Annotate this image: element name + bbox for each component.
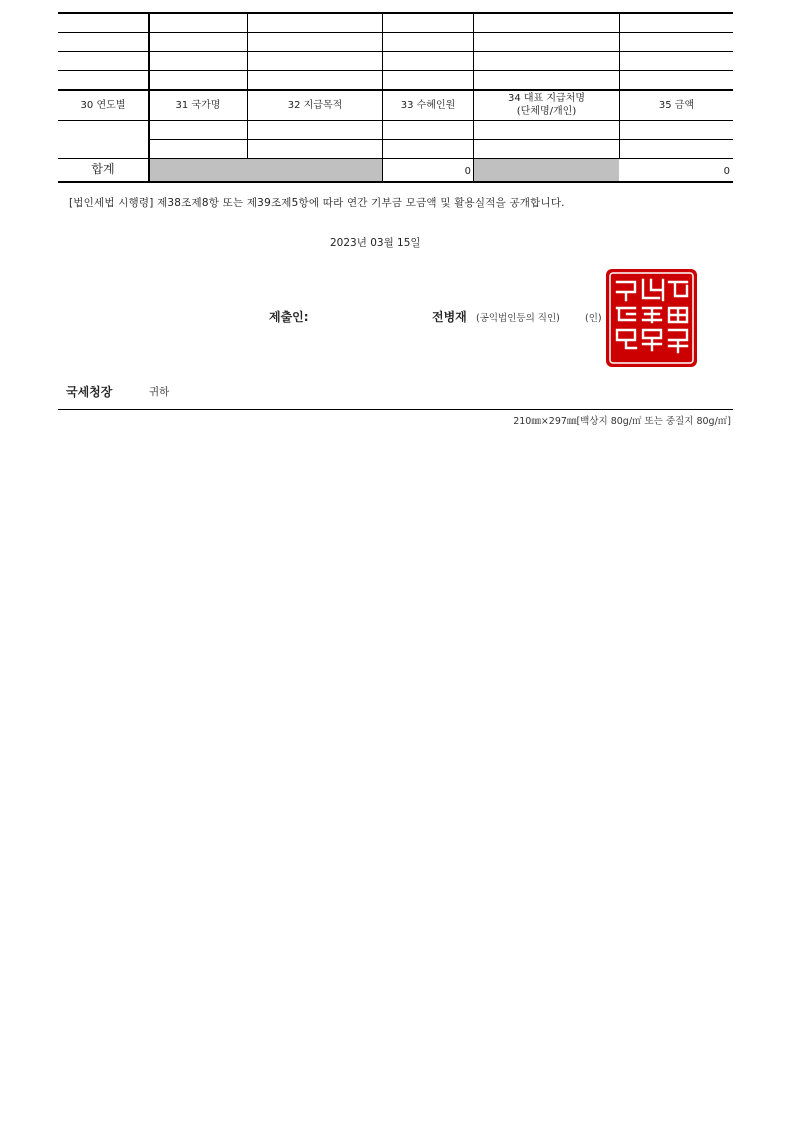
- footer-divider: [58, 409, 733, 410]
- table-header-bottom-border: [58, 120, 733, 121]
- submitter-name: 전병재: [432, 310, 467, 324]
- header-purpose: 32 지급목적: [287, 100, 343, 111]
- table-col-divider: [382, 12, 383, 182]
- header-country: 31 국가명: [175, 100, 221, 111]
- table-col-divider: [148, 12, 150, 182]
- header-recipient: [474, 92, 619, 118]
- submission-date: 2023년 03월 15일: [330, 237, 421, 249]
- header-beneficiaries: 33 수혜인원: [400, 100, 456, 111]
- header-year: 30 연도별: [80, 100, 126, 111]
- paper-specification: 210㎜×297㎜[백상지 80g/㎡ 또는 중질지 80g/㎡]: [513, 416, 731, 427]
- submitter-role: (공익법인등의 직인): [476, 313, 560, 324]
- table-row-divider: [58, 32, 733, 33]
- addressee: 국세청장: [66, 385, 113, 399]
- total-amount: 0: [723, 166, 730, 177]
- official-seal-icon: [605, 268, 698, 368]
- seal-mark: (인): [585, 313, 602, 324]
- table-header-top-border: [58, 89, 733, 91]
- submitter-label: 제출인:: [269, 310, 309, 324]
- header-recipient-line1: 34 대표 지급처명: [507, 93, 586, 104]
- header-amount: 35 금액: [658, 100, 695, 111]
- table-row-divider: [58, 70, 733, 71]
- legal-disclosure-note: [법인세법 시행령] 제38조제8항 또는 제39조제5항에 따라 연간 기부금 모금액 및 활용실적을 공개합니다.: [69, 197, 565, 209]
- table-top-border: [58, 12, 733, 14]
- table-col-divider: [619, 12, 620, 158]
- table-row-divider: [58, 51, 733, 52]
- total-shaded-cell: [150, 159, 382, 181]
- table-row-divider: [149, 139, 733, 140]
- total-label: 합계: [91, 162, 115, 176]
- header-recipient-line2: (단체명/개인): [516, 106, 577, 117]
- total-beneficiaries: 0: [464, 166, 471, 177]
- total-shaded-cell: [474, 159, 619, 181]
- table-bottom-border: [58, 181, 733, 183]
- addressee-honorific: 귀하: [149, 386, 170, 398]
- table-col-divider: [247, 12, 248, 158]
